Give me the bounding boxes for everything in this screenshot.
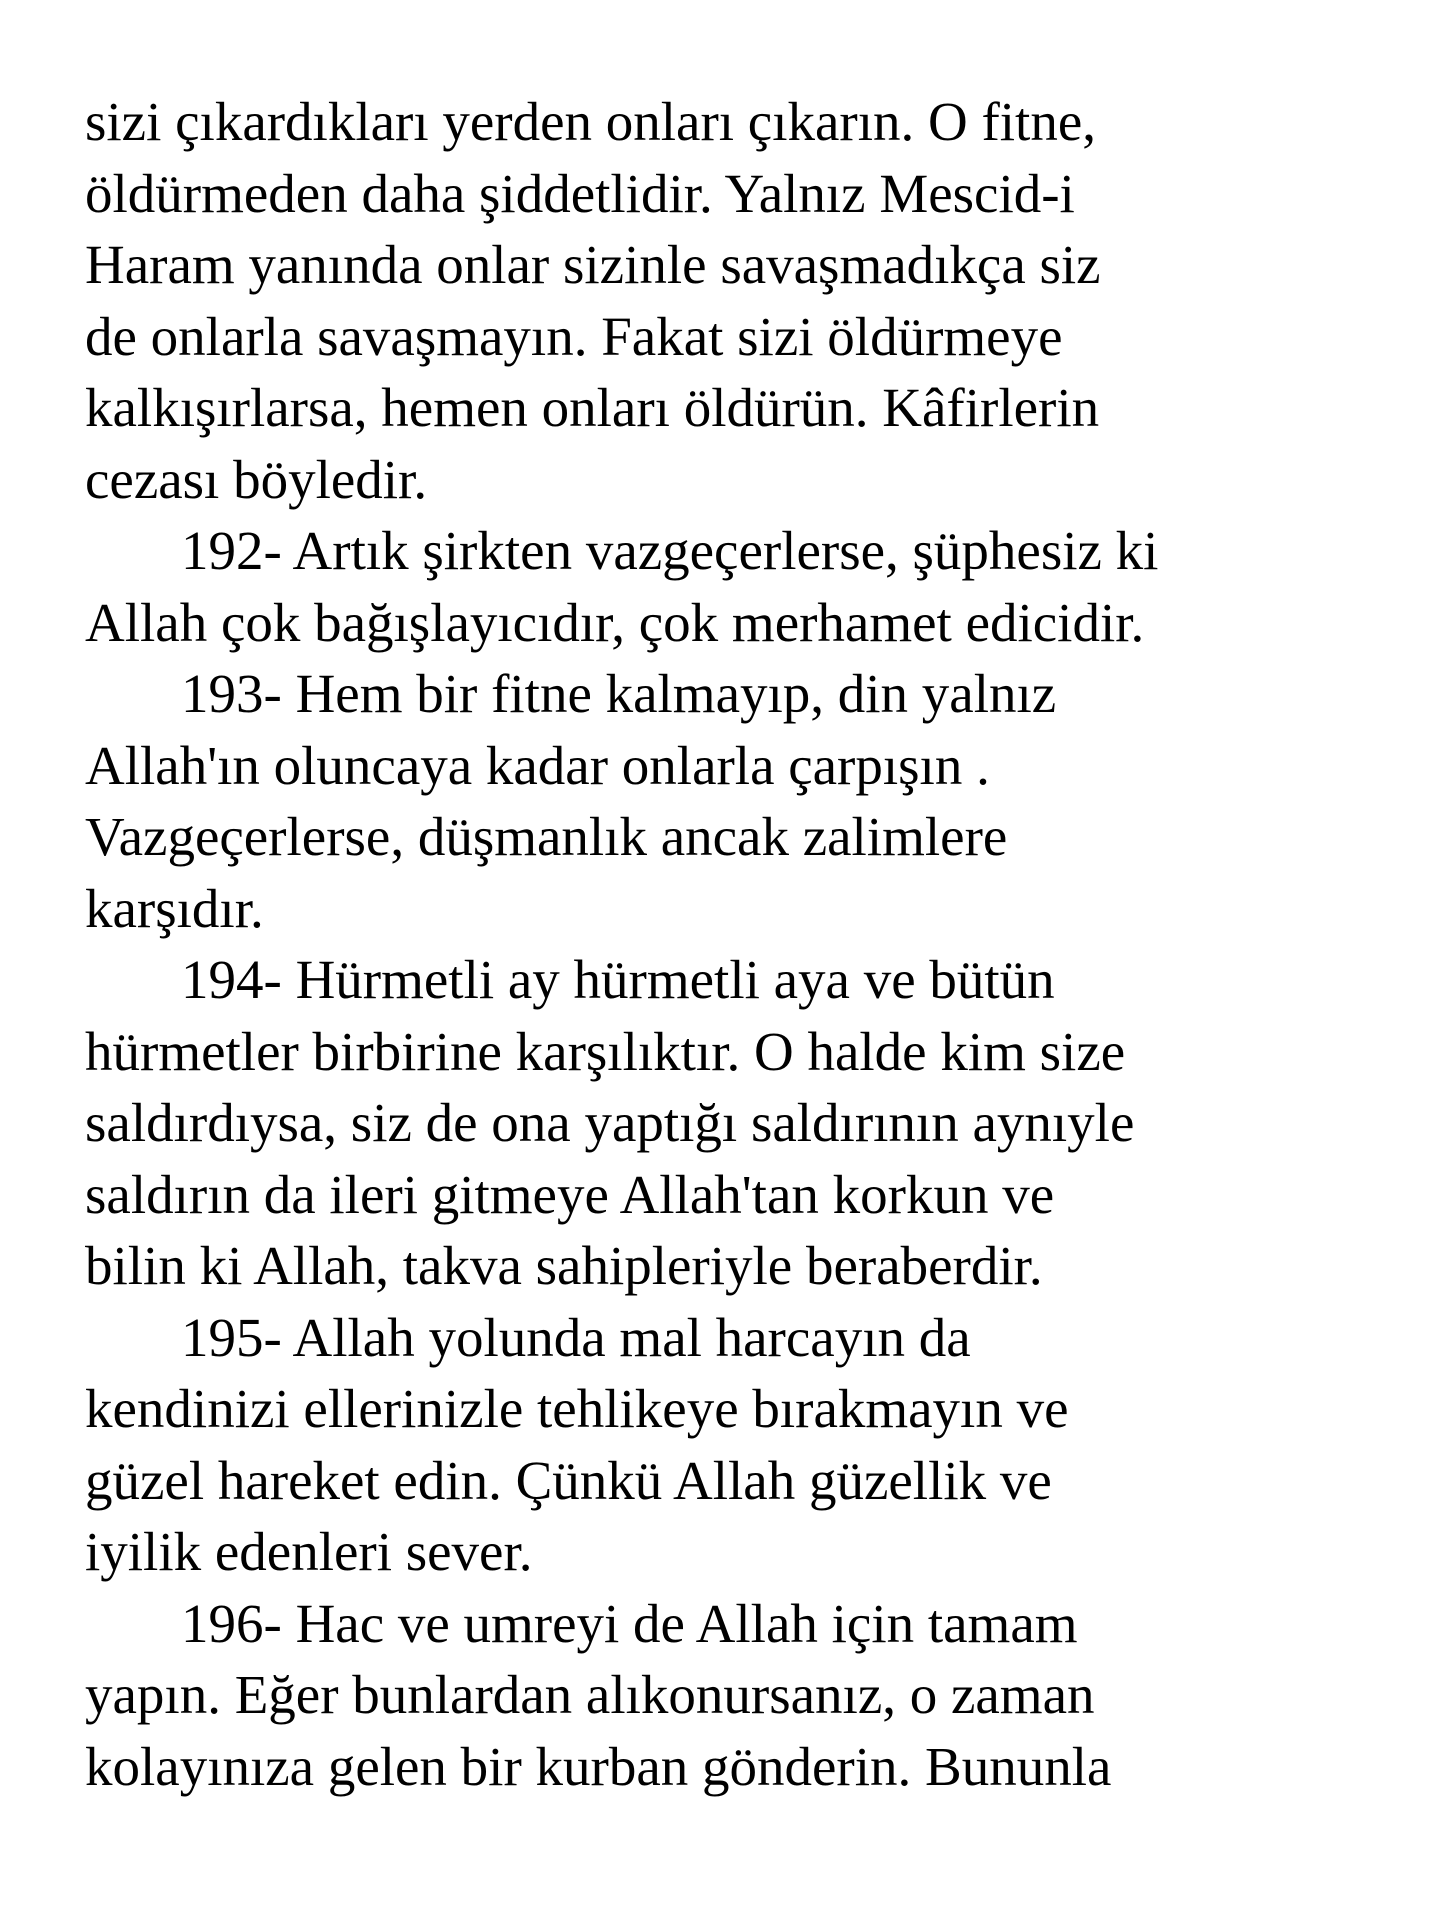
text-line: saldırın da ileri gitmeye Allah'tan korkun ve	[85, 1163, 1055, 1225]
text-line: Allah çok bağışlayıcıdır, çok merhamet edicidir.	[85, 591, 1145, 653]
text-line: kalkışırlarsa, hemen onları öldürün. Kâfirlerin	[85, 377, 1100, 438]
document-page	[85, 86, 1415, 1802]
text-line: öldürmeden daha şiddetlidir. Yalnız Mescid-i	[85, 162, 1075, 224]
verse-194-start: 194- Hürmetli ay hürmetli aya ve bütün	[181, 949, 1055, 1010]
text-line: kolayınıza gelen bir kurban gönderin. Bununla	[85, 1735, 1112, 1797]
text-line: Haram yanında onlar sizinle savaşmadıkça siz	[85, 234, 1101, 295]
text-line: cezası böyledir.	[85, 448, 428, 510]
verse-193-start: 193- Hem bir fitne kalmayıp, din yalnız	[181, 663, 1057, 724]
text-line: de onlarla savaşmayın. Fakat sizi öldürmeye	[85, 305, 1063, 367]
text-line: hürmetler birbirine karşılıktır. O halde kim size	[85, 1020, 1126, 1082]
text-line: güzel hareket edin. Çünkü Allah güzellik ve	[85, 1449, 1052, 1511]
text-line: iyilik edenleri sever.	[85, 1521, 533, 1582]
text-line: yapın. Eğer bunlardan alıkonursanız, o zaman	[85, 1664, 1095, 1725]
text-line: bilin ki Allah, takva sahipleriyle beraberdir.	[85, 1235, 1043, 1296]
text-line: sizi çıkardıkları yerden onları çıkarın. O fitne,	[85, 91, 1097, 152]
text-line: karşıdır.	[85, 877, 264, 939]
text-line: Vazgeçerlerse, düşmanlık ancak zalimlere	[85, 806, 1008, 867]
verse-192-start: 192- Artık şirkten vazgeçerlerse, şüphesiz ki	[181, 520, 1159, 581]
text-line: saldırdıysa, siz de ona yaptığı saldırının aynıyle	[85, 1092, 1135, 1153]
verse-196-start: 196- Hac ve umreyi de Allah için tamam	[181, 1592, 1078, 1654]
text-line: kendinizi ellerinizle tehlikeye bırakmayın ve	[85, 1378, 1069, 1439]
verse-195-start: 195- Allah yolunda mal harcayın da	[181, 1306, 971, 1368]
text-line: Allah'ın oluncaya kadar onlarla çarpışın .	[85, 734, 990, 796]
